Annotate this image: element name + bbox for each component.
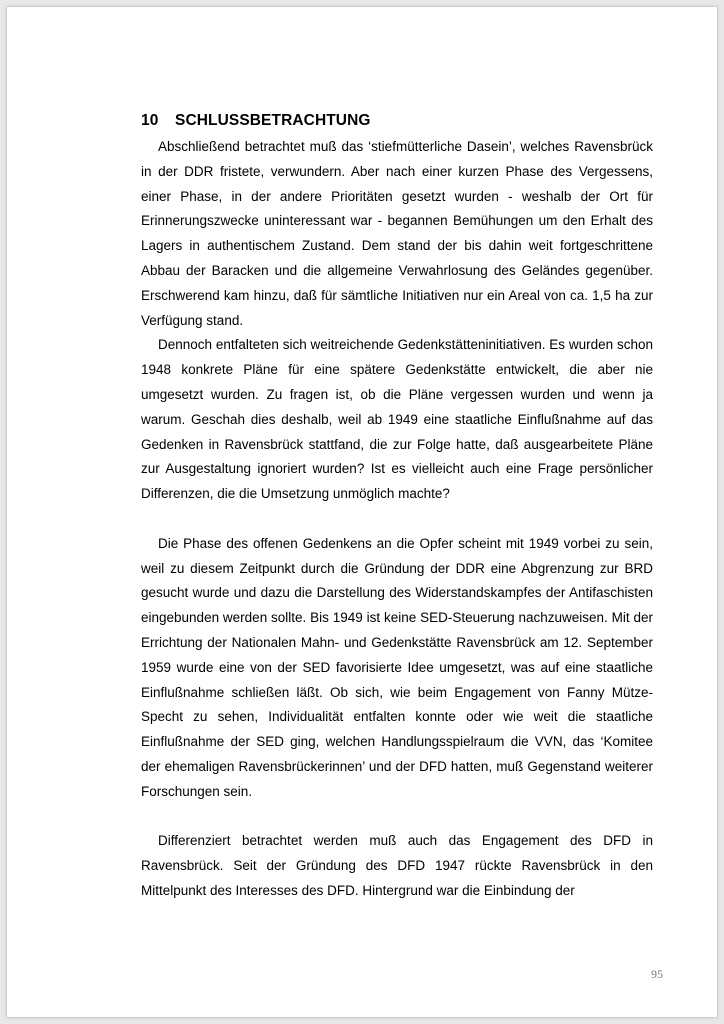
page-content <box>141 111 653 904</box>
paragraph-2: Dennoch entfalteten sich weitreichende Gedenkstätteninitiativen. Es wurden schon 1948 konkrete Pläne für eine spätere Gedenkstätte entwickelt, die aber nie umgesetzt wurden. Zu fragen ist, ob die Pläne vergessen wurden und wenn ja warum. Geschah dies deshalb, weil ab 1949 eine staatliche Einflußnahme auf das Gedenken in Ravensbrück stattfand, die zur Folge hatte, daß ausgearbeitete Pläne zur Ausgestaltung ignoriert wurden? Ist es vielleicht auch eine Frage persönlicher Differenzen, die die Umsetzung unmöglich machte? <box>141 337 653 502</box>
chapter-number: 10 <box>141 112 159 129</box>
page-number: 95 <box>651 967 663 981</box>
paragraph-3: Die Phase des offenen Gedenkens an die Opfer scheint mit 1949 vorbei zu sein, weil zu diesem Zeitpunkt durch die Gründung der DDR eine Abgrenzung zur BRD gesucht wurde und dazu die Darstellung des Widerstandskampfes der Antifaschisten eingebunden werden sollte. Bis 1949 ist keine SED-Steuerung nachzuweisen. Mit der Errichtung der Nationalen Mahn- und Gedenkstätte Ravensbrück am 12. September 1959 wurde eine von der SED favorisierte Idee umgesetzt, was auf eine staatliche Einflußnahme schließen läßt. Ob sich, wie beim Engagement von Fanny Mütze-Specht zu sehen, Individualität entfalten konnte oder wie weit die staatliche Einflußnahme der SED ging, welchen Handlungsspielraum die VVN, das ‘Komitee der ehemaligen Ravensbrückerinnen’ und der DFD hatten, muß Gegenstand weiterer Forschungen sein. <box>141 535 653 799</box>
document-page <box>6 6 718 1018</box>
chapter-heading <box>141 111 653 131</box>
chapter-title: SCHLUSSBETRACHTUNG <box>175 112 371 129</box>
paragraph-1: Abschließend betrachtet muß das ‘stiefmütterliche Dasein’, welches Ravensbrück in der DDR fristete, verwundern. Aber nach einer kurzen Phase des Vergessens, einer Phase, in der andere Prioritäten gesetzt wurden - weshalb der Ort für Erinnerungszwecke uninteressant war - begannen Bemühungen um den Erhalt des Lagers in authentischem Zustand. Dem stand der bis dahin weit fortgeschrittene Abbau der Baracken und die allgemeine Verwahrlosung des Geländes gegenüber. Erschwerend kam hinzu, daß für sämtliche Initiativen nur ein Areal von ca. 1,5 ha zur Verfügung stand. <box>141 139 653 328</box>
paragraph-4: Differenziert betrachtet werden muß auch das Engagement des DFD in Ravensbrück. Seit der Gründung des DFD 1947 rückte Ravensbrück in den Mittelpunkt des Interesses des DFD. Hintergrund war die Einbindung der <box>141 833 653 898</box>
